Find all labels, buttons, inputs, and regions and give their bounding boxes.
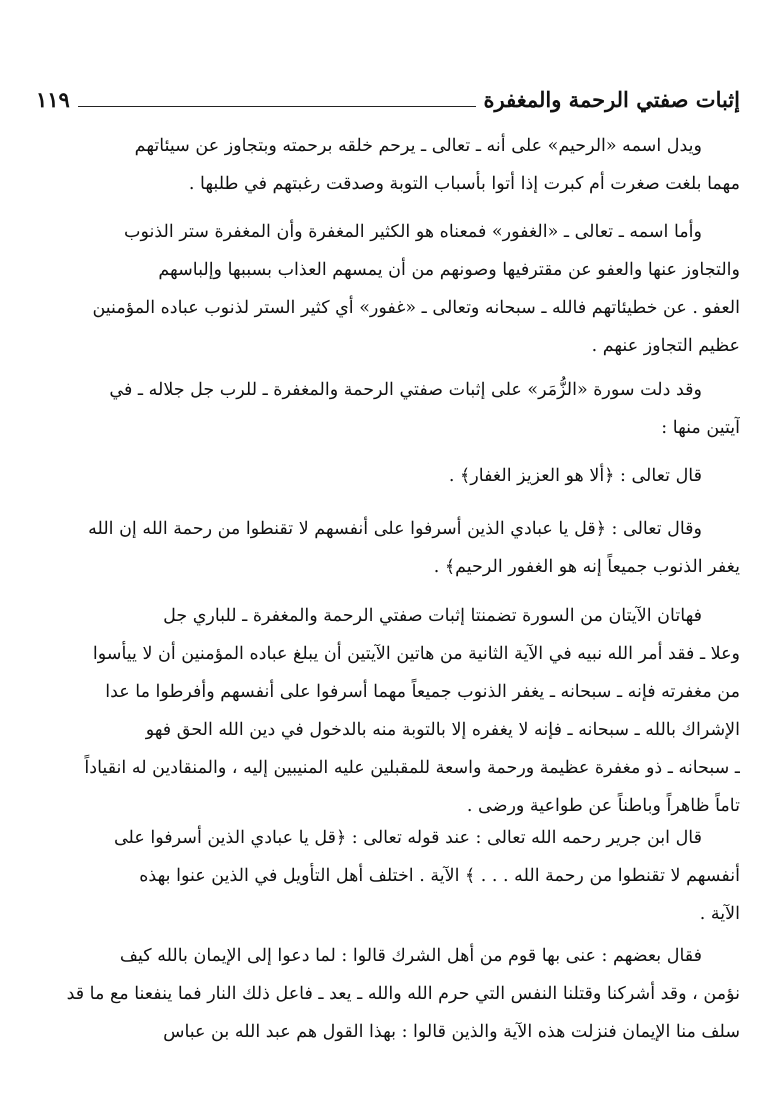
text-line: مهما بلغت صغرت أم كبرت إذا أتوا بأسباب التوبة وصدقت رغبتهم في طلبها . [188,174,740,194]
text-line: قال تعالى : ﴿ألا هو العزيز الغفار﴾ . [448,466,702,486]
text-line: من مغفرته فإنه ـ سبحانه ـ يغفر الذنوب جميعاً مهما أسرفوا على أنفسهم وأفرطوا ما عدا [105,682,740,702]
text-line: نؤمن ، وقد أشركنا وقتلنا النفس التي حرم الله والله ـ يعد ـ فاعل ذلك النار فما ينفعنا مع ما قد [66,984,740,1004]
paragraph-surah-zumar [48,371,740,447]
text-line: فقال بعضهم : عنى بها قوم من أهل الشرك قالوا : لما دعوا إلى الإيمان بالله كيف [119,946,702,966]
text-line: ـ سبحانه ـ ذو مغفرة عظيمة ورحمة واسعة للمقبلين عليه المنيبين إليه ، والمنقادين له انقياداً [84,758,740,778]
paragraph-baaduhum [48,937,740,1051]
text-line: الآية . [699,904,740,924]
text-line: الإشراك بالله ـ سبحانه ـ فإنه لا يغفره إلا بالتوبة منه بالدخول في دين الله الحق فهو [145,720,740,740]
paragraph-verse-2 [48,510,740,586]
text-line: والتجاوز عنها والعفو عن مقترفيها وصونهم من أن يمسهم العذاب بسببها وإلباسهم [158,260,740,280]
page-number: ١١٩ [36,87,70,112]
text-line: وأما اسمه ـ تعالى ـ «الغفور» فمعناه هو الكثير المغفرة وأن المغفرة ستر الذنوب [123,222,702,242]
text-line: العفو . عن خطيئاتهم فالله ـ سبحانه وتعالى ـ «غفور» أي كثير الستر لذنوب عباده المؤمنين [92,298,740,318]
text-line: عظيم التجاوز عنهم . [591,336,740,356]
paragraph-verse-1 [48,457,740,495]
text-line: سلف منا الإيمان فنزلت هذه الآية والذين قالوا : بهذا القول هم عبد الله بن عباس [163,1022,740,1042]
paragraph-ibn-jarir [48,819,740,933]
text-line: يغفر الذنوب جميعاً إنه هو الغفور الرحيم﴾ . [433,557,740,577]
text-line: قال ابن جرير رحمه الله تعالى : عند قوله تعالى : ﴿قل يا عبادي الذين أسرفوا على [113,828,702,848]
paragraph-commentary [48,597,740,825]
running-header [36,84,740,114]
text-line: وقال تعالى : ﴿قل يا عبادي الذين أسرفوا على أنفسهم لا تقنطوا من رحمة الله إن الله [88,519,702,539]
paragraph-rahim [48,127,740,203]
text-line: آيتين منها : [661,418,740,438]
chapter-title: إثبات صفتي الرحمة والمغفرة [483,87,740,112]
header-rule [78,106,476,107]
text-line: ويدل اسمه «الرحيم» على أنه ـ تعالى ـ يرحم خلقه برحمته وبتجاوز عن سيئاتهم [134,136,702,156]
paragraph-ghafur [48,213,740,365]
text-line: وعلا ـ فقد أمر الله نبيه في الآية الثانية من هاتين الآيتين أن يبلغ عباده المؤمنين أن لا ييأسوا [92,644,740,664]
text-line: تاماً ظاهراً وباطناً عن طواعية ورضى . [466,796,740,816]
text-line: أنفسهم لا تقنطوا من رحمة الله . . . ﴾ الآية . اختلف أهل التأويل في الذين عنوا بهذه [139,866,740,886]
text-line: فهاتان الآيتان من السورة تضمنتا إثبات صفتي الرحمة والمغفرة ـ للباري جل [163,606,702,626]
text-line: وقد دلت سورة «الزُّمَر» على إثبات صفتي الرحمة والمغفرة ـ للرب جل جلاله ـ في [109,380,702,400]
